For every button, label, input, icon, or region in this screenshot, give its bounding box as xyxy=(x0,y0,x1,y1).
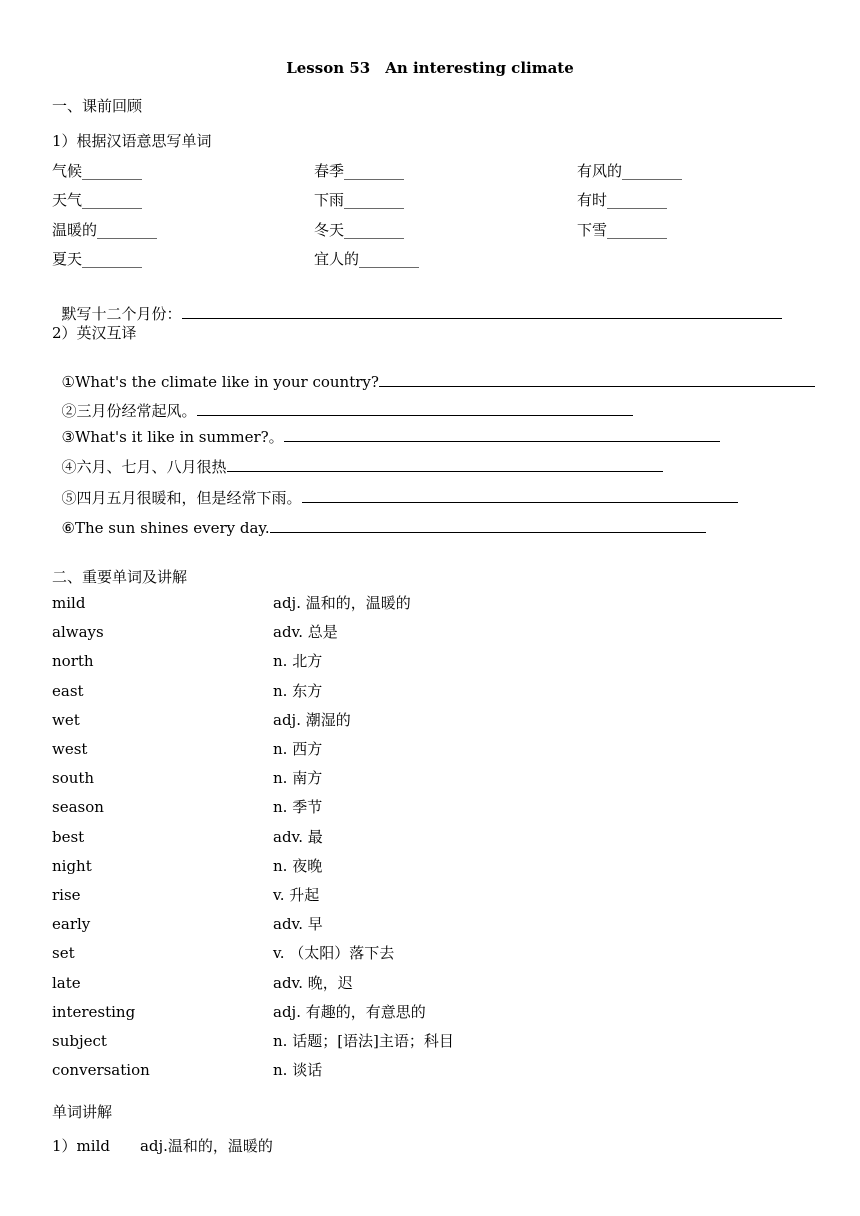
blank-word-item: 温暖的________ xyxy=(52,221,158,239)
vocab-meaning: v. 升起 xyxy=(273,886,320,904)
vocab-meaning: n. 北方 xyxy=(273,652,323,670)
months-prompt xyxy=(52,286,782,323)
blank-word-item: 下雨________ xyxy=(314,191,405,209)
translation-prompt: ②三月份经常起风。 xyxy=(61,402,197,420)
vocab-meaning: n. 话题；[语法]主语；科目 xyxy=(273,1032,454,1050)
answer-line[interactable] xyxy=(270,518,706,533)
vocab-meaning: v. （太阳）落下去 xyxy=(273,944,395,962)
translation-item xyxy=(52,500,706,537)
vocab-word: west xyxy=(52,740,88,758)
vocab-word: night xyxy=(52,857,92,875)
page-title: Lesson 53 An interesting climate xyxy=(286,59,574,77)
vocab-word: subject xyxy=(52,1032,107,1050)
vocab-meaning: adj. 潮湿的 xyxy=(273,711,351,729)
vocab-meaning: adv. 总是 xyxy=(273,623,338,641)
part2-heading: 2）英汉互译 xyxy=(52,324,137,342)
vocab-word: always xyxy=(52,623,104,641)
blank-word-item: 冬天________ xyxy=(314,221,405,239)
vocab-meaning: n. 南方 xyxy=(273,769,323,787)
vocab-meaning: n. 西方 xyxy=(273,740,323,758)
blank-word-item: 宜人的________ xyxy=(314,250,420,268)
vocab-word: north xyxy=(52,652,94,670)
vocab-word: season xyxy=(52,798,104,816)
vocab-meaning: adv. 晚，迟 xyxy=(273,974,353,992)
blank-word-item: 气候________ xyxy=(52,162,143,180)
vocab-word: south xyxy=(52,769,95,787)
explain-item: 1）mild adj.温和的，温暖的 xyxy=(52,1137,273,1155)
blank-word-item: 下雪________ xyxy=(577,221,668,239)
vocab-meaning: n. 东方 xyxy=(273,682,323,700)
translation-prompt: ①What's the climate like in your country? xyxy=(61,373,379,391)
vocab-word: best xyxy=(52,828,85,846)
vocab-meaning: adv. 早 xyxy=(273,915,323,933)
vocab-word: set xyxy=(52,944,75,962)
blank-word-item: 夏天________ xyxy=(52,250,143,268)
blank-word-item: 春季________ xyxy=(314,162,405,180)
vocab-meaning: n. 夜晚 xyxy=(273,857,323,875)
vocab-meaning: n. 季节 xyxy=(273,798,323,816)
vocab-word: east xyxy=(52,682,84,700)
months-answer-line[interactable] xyxy=(182,304,782,319)
part1-heading: 1）根据汉语意思写单词 xyxy=(52,132,212,150)
section-heading-review: 一、课前回顾 xyxy=(52,97,143,115)
translation-prompt: ③What's it like in summer?。 xyxy=(61,428,284,446)
vocab-word: interesting xyxy=(52,1003,136,1021)
vocab-word: wet xyxy=(52,711,80,729)
translation-prompt: ④六月、七月、八月很热 xyxy=(61,458,227,476)
vocab-meaning: adv. 最 xyxy=(273,828,323,846)
vocab-meaning: adj. 有趣的，有意思的 xyxy=(273,1003,426,1021)
vocab-word: conversation xyxy=(52,1061,150,1079)
blank-word-item: 有风的________ xyxy=(577,162,683,180)
translation-prompt: ⑤四月五月很暖和，但是经常下雨。 xyxy=(61,489,302,507)
vocab-word: rise xyxy=(52,886,81,904)
blank-word-item: 有时________ xyxy=(577,191,668,209)
vocab-word: late xyxy=(52,974,81,992)
vocab-word: early xyxy=(52,915,91,933)
vocab-word: mild xyxy=(52,594,86,612)
translation-prompt: ⑥The sun shines every day. xyxy=(61,519,270,537)
section-heading-vocab: 二、重要单词及讲解 xyxy=(52,568,188,586)
vocab-meaning: n. 谈话 xyxy=(273,1061,323,1079)
blank-word-item: 天气________ xyxy=(52,191,143,209)
explain-heading: 单词讲解 xyxy=(52,1103,113,1121)
months-prompt-label: 默写十二个月份： xyxy=(61,305,182,323)
vocab-meaning: adj. 温和的，温暖的 xyxy=(273,594,411,612)
